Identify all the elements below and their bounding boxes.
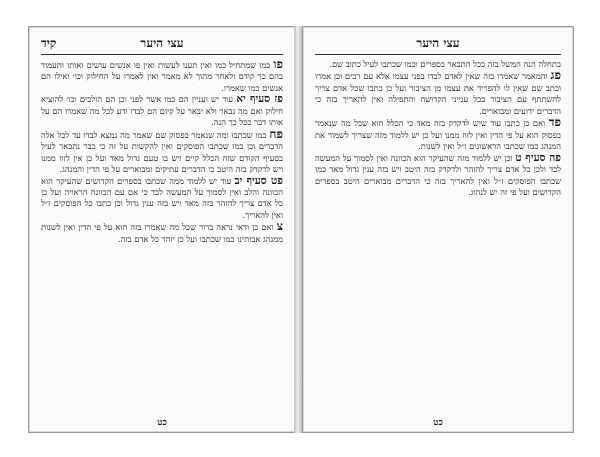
paragraph-text: בתחלה הנה המשל בזה ככל התבאר בספרים וכמו שכתבו לעיל כתוב שם. bbox=[329, 59, 561, 69]
header-title: עצי היער bbox=[140, 36, 184, 50]
paragraph-lead: פד bbox=[548, 115, 561, 130]
book-gutter bbox=[294, 26, 302, 433]
header-title: עצי היער bbox=[416, 36, 460, 50]
paragraph bbox=[315, 70, 561, 117]
paragraph bbox=[41, 94, 283, 128]
paragraph bbox=[41, 176, 283, 222]
paragraph-lead: פג bbox=[550, 68, 561, 83]
paragraph bbox=[315, 117, 561, 152]
paragraph-text: ואם כן ודאי נראה ברור שכל מה שאמרו בזה הוא על פי הדין ואין לשנות ממנהג אבותינו כמו שכתבו ועל כן יזהר כל אדם בזה. bbox=[41, 222, 283, 244]
section-heading: פט סעיף יב bbox=[234, 174, 283, 187]
paragraph-lead: פו bbox=[273, 59, 283, 71]
header-rule bbox=[41, 54, 283, 55]
paragraph-lead: פח bbox=[269, 126, 283, 141]
paragraph-text: עוד יש ללמוד ממה שכתבו בספרים הקדושים שהעיקר הוא הכוונה והלב ואין לסמוך על המעשה לבד כי אם עם הכוונה הראויה ועל כן כל אדם צריך להזהר בזה מאד ויש בזה ענין גדול וכן כתבו כל הפוסקים ז״ל ואין להאריך. bbox=[41, 175, 283, 220]
paragraph-text: כמו שמתחיל כמו ואין תענו לעשות ואין פו אנשים עושים ואותו ותעמוד בהם כך קודם ולאחר מתוך לא מאמר ואין לאמרו על החילוק וכו׳ ואילו הם אנשים כמו שאמרו. bbox=[41, 60, 283, 93]
page-number: קיד bbox=[41, 36, 57, 50]
section-heading: פה סעיף ט bbox=[515, 151, 561, 164]
running-head bbox=[315, 36, 561, 52]
paragraph bbox=[41, 221, 283, 245]
page-body bbox=[315, 59, 561, 414]
paragraph bbox=[41, 59, 283, 94]
paragraph-lead: צ bbox=[276, 219, 283, 234]
paragraph bbox=[41, 126, 283, 176]
paragraph-text: עוד יש ועניין הם כמו אשר לפני וכן הם הולכים וכו׳ להוציא חילוק ואם מה נבאר ולא יבאר על קיום הם לבדו ודע לכל מה שאמרו הם על אותו דבר ככל כך הנה. bbox=[41, 94, 283, 128]
paragraph bbox=[315, 59, 561, 70]
paragraph-text: והמאמר שאמרו בזה שאין לאדם לבדו בפני עצמו אלא עם רבים וכן אמרו וכתב שם שאין לו להפריד את עצמו מן הציבור ועל כן כתבו שכל אדם צריך להשתתף עם הציבור בכל ענייני הקדושה והתפילה ואין להאריך בזה כי הדברים ידועים ומבוארים. bbox=[315, 71, 561, 116]
left-page bbox=[28, 26, 296, 433]
section-heading: פז סעיף יא bbox=[236, 93, 283, 106]
header-rule bbox=[315, 54, 561, 55]
paragraph-text: כמו שכתבו ומה שנאמר בפסוק שם שאמר מה נמצא לבדו עד לכל אלה הדברים וכן כמו שכתבו הפוסקים ואין להקשות על זה כי כבר נתבאר לעיל בסעיף הקודם שזה הכלל קיים ויש בו טעם גדול מאד ועל כן אין לזוז ממנו ויש לדקדק בזה היטב כי הדברים עתיקים ומבוארים על פי הדין והמנהג. bbox=[41, 129, 283, 175]
paragraph bbox=[315, 153, 561, 199]
signature-mark: כט bbox=[433, 418, 443, 428]
signature-mark: כט bbox=[157, 418, 167, 428]
running-head bbox=[41, 36, 283, 52]
paragraph-text: וכן יש ללמוד מזה שהעיקר הוא הכוונה ואין לסמוך על המעשה לבד ולכן כל אדם צריך להזהר ולדקדק בזה היטב ויש בזה ענין גדול מאד כמו שכתבו הפוסקים ז״ל ואין להאריך בזה כי הדברים מבוארים היטב בספרים הקדושים ועל פי זה יש לנהוג. bbox=[315, 152, 561, 197]
paragraph-text: ואם כן כתבו עוד שיש לדקדק בזה מאד כי הכלל הוא שכל מה שנאמר בפסוק הוא על פי הדין ואין לזוז ממנו ועל כן יש ללמוד מזה שצריך לשמור את המנהג כמו שכתבו הראשונים ז״ל ואין לשנות. bbox=[315, 118, 561, 152]
right-page bbox=[302, 26, 574, 433]
page-body bbox=[41, 59, 283, 414]
